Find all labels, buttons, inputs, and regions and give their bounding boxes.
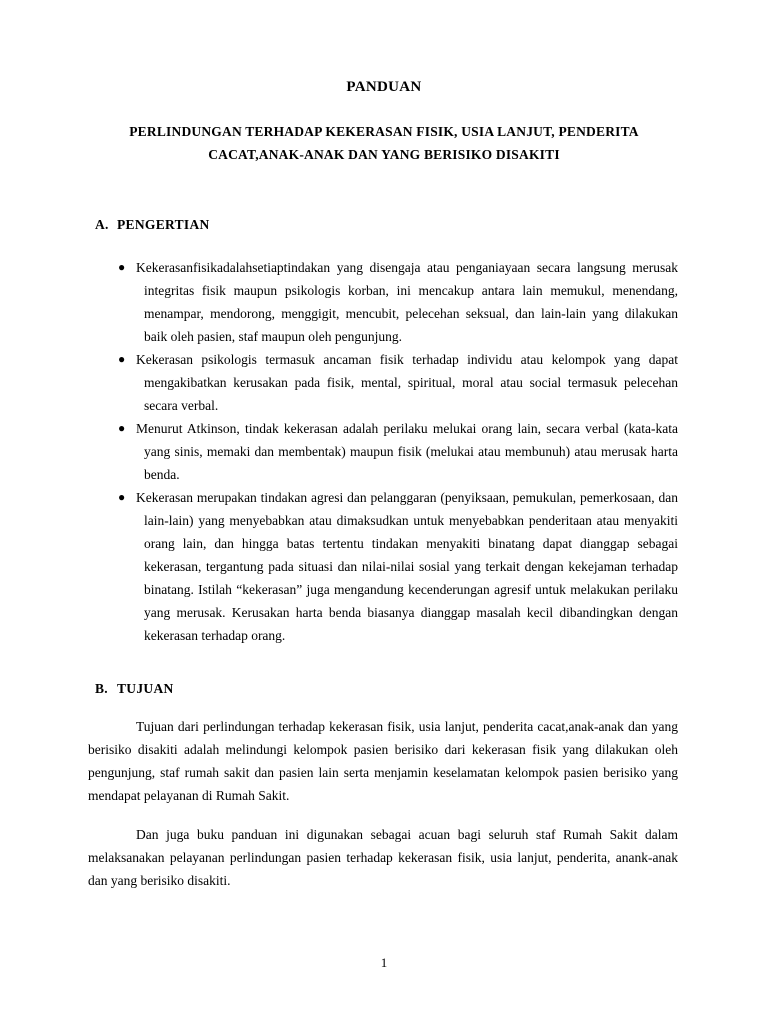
section-a-title: PENGERTIAN bbox=[117, 217, 210, 232]
pengertian-bullet-list bbox=[118, 256, 678, 647]
subtitle-line-2: CACAT,ANAK-ANAK DAN YANG BERISIKO DISAKITI bbox=[208, 147, 560, 162]
document-subtitle bbox=[88, 120, 680, 166]
bullet-icon: ● bbox=[118, 421, 126, 435]
section-a-heading bbox=[95, 217, 210, 233]
list-item bbox=[118, 486, 678, 647]
bullet-icon: ● bbox=[118, 490, 126, 504]
bullet-icon: ● bbox=[118, 260, 126, 274]
section-b-heading bbox=[95, 681, 174, 697]
bullet-icon: ● bbox=[118, 352, 126, 366]
section-a-number: A. bbox=[95, 217, 109, 232]
bullet-text: Kekerasan psikologis termasuk ancaman fisik terhadap individu atau kelompok yang dapat mengakibatkan kerusakan pada fisik, mental, spiritual, moral atau social termasuk pelecehan secara verbal. bbox=[136, 352, 678, 413]
document-title: PANDUAN bbox=[346, 79, 422, 95]
list-item bbox=[118, 348, 678, 417]
tujuan-paragraph-2: Dan juga buku panduan ini digunakan sebagai acuan bagi seluruh staf Rumah Sakit dalam melaksanakan pelayanan perlindungan pasien terhadap kekerasan fisik, usia lanjut, penderita, anank-anak dan yang berisiko disakiti. bbox=[88, 827, 678, 888]
subtitle-line-1: PERLINDUNGAN TERHADAP KEKERASAN FISIK, USIA LANJUT, PENDERITA bbox=[129, 124, 639, 139]
section-b-title: TUJUAN bbox=[117, 681, 174, 696]
tujuan-paragraph-1: Tujuan dari perlindungan terhadap kekerasan fisik, usia lanjut, penderita cacat,anak-anak dan yang berisiko disakiti adalah melindungi kelompok pasien berisiko dari kekerasan fisik yang dilakukan oleh pengunjung, staf rumah sakit dan pasien lain serta menjamin keselamatan kelompok pasien berisiko yang mendapat pelayanan di Rumah Sakit. bbox=[88, 719, 678, 803]
page-number: 1 bbox=[380, 955, 388, 970]
section-b-number: B. bbox=[95, 681, 108, 696]
bullet-text: Kekerasan merupakan tindakan agresi dan pelanggaran (penyiksaan, pemukulan, pemerkosaan, dan lain-lain) yang menyebabkan atau dimaksudkan untuk menyebabkan penderitaan atau menyakiti orang lain, dan hingga batas tertentu tindakan menyakiti binatang dapat dianggap sebagai kekerasan, tergantung pada situasi dan nilai-nilai sosial yang terkait dengan kekejaman terhadap binatang. Istilah “kekerasan” juga mengandung kecenderungan agresif untuk melakukan perilaku yang merusak. Kerusakan harta benda biasanya dianggap masalah kecil dibandingkan dengan kekerasan terhadap orang. bbox=[136, 490, 678, 643]
bullet-text: Menurut Atkinson, tindak kekerasan adalah perilaku melukai orang lain, secara verbal (kata-kata yang sinis, memaki dan membentak) maupun fisik (melukai atau membunuh) atau merusak harta benda. bbox=[136, 421, 678, 482]
list-item bbox=[118, 417, 678, 486]
list-item bbox=[118, 256, 678, 348]
bullet-text: Kekerasanfisikadalahsetiaptindakan yang disengaja atau penganiayaan secara langsung merusak integritas fisik maupun psikologis korban, ini mencakup antara lain memukul, menendang, menampar, mendorong, menggigit, mencubit, pelecehan seksual, dan lain-lain yang dilakukan baik oleh pasien, staf maupun oleh pengunjung. bbox=[136, 260, 678, 344]
